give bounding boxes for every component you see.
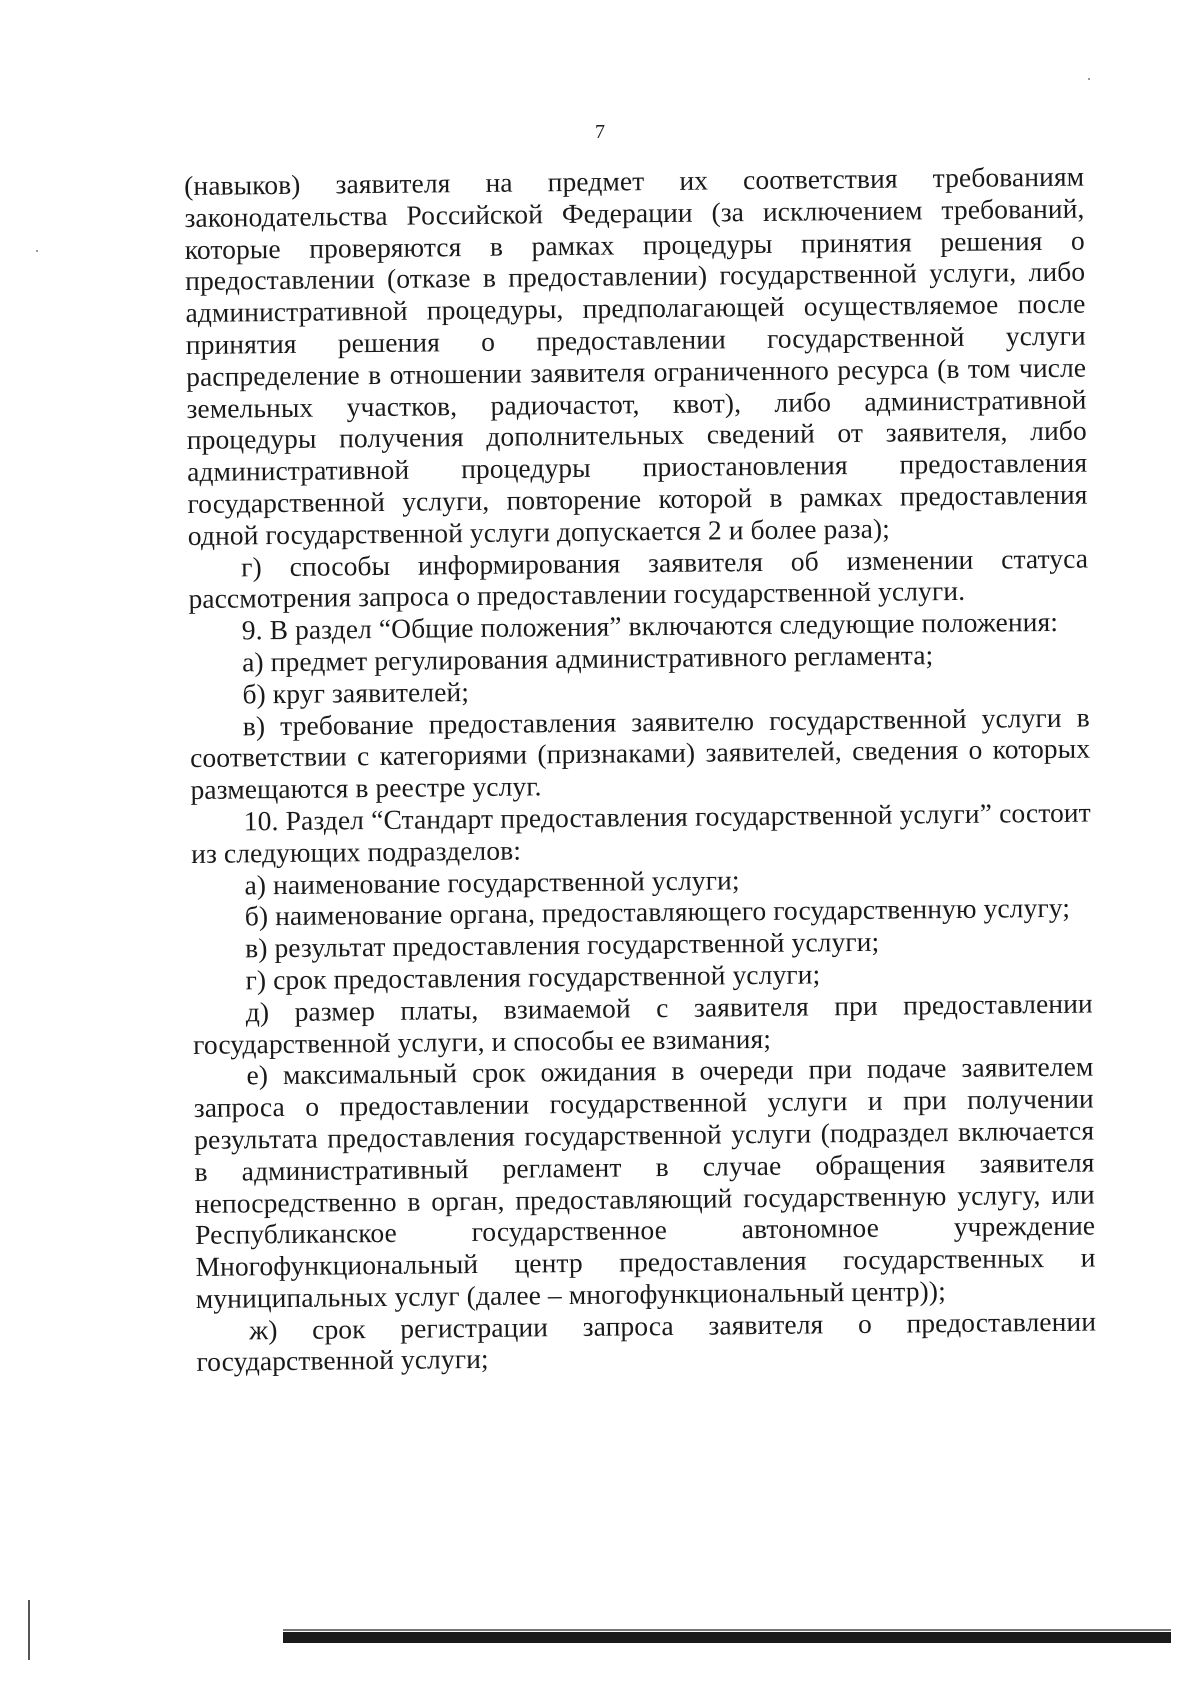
document-body [184,161,1097,1379]
paragraph-item-v: в) требование предоставления заявителю государственной услуги в соответствии с категориями (признаками) заявителей, сведения о которых размещаются в реестре услуг. [189,701,1091,806]
paragraph-item-zh: ж) срок регистрации запроса заявителя о предоставлении государственной услуги; [196,1305,1097,1378]
paragraph-section-9: 9. В раздел “Общие положения” включаются следующие положения: [241,606,1059,646]
paragraph-item-g: г) способы информирования заявителя об изменении статуса рассмотрения запроса о предоставлении государственной услуги. [188,542,1089,615]
scan-artifact-dot [36,250,38,252]
scan-artifact-line [283,1629,1171,1631]
scan-artifact-bar [283,1632,1171,1643]
paragraph-item-d: д) размер платы, взимаемой с заявителя при предоставлении государственной услуги, и способы ее взимания; [192,987,1093,1060]
paragraph-item-a: а) наименование государственной услуги; [244,863,740,900]
scan-artifact-edge [28,1600,30,1660]
paragraph-item-v: в) результат предоставления государственной услуги; [244,925,880,964]
paragraph-section-10: 10. Раздел “Стандарт предоставления государственной услуги” состоит из следующих подразделов: [190,796,1091,869]
paragraph-item-a: а) предмет регулирования административного регламента; [241,639,934,678]
paragraph-continuation: (навыков) заявителя на предмет их соответствия требованиям законодательства Российской Федерации (за исключением требований, которые проверяются в рамках процедуры принятия решения о предоставлении (отказе в предоставлении) государственной услуги, либо административной процедуры, предполагающей осуществляемое после принятия решения о предоставлении государственной услуги распределение в отношении заявителя ограниченного ресурса (в том числе земельных участков, радиочастот, квот), либо административной процедуры получения дополнительных сведений от заявителя, либо административной процедуры приостановления предоставления государственной услуги, повторение которой в рамках предоставления одной государственной услуги допускается 2 и более раза); [184,160,1088,551]
page-number: 7 [595,121,605,143]
paragraph-item-b: б) наименование органа, предоставляющего государственную услугу; [244,892,1071,932]
paragraph-item-b: б) круг заявителей; [242,675,470,710]
paragraph-item-g: г) срок предоставления государственной услуги; [245,958,821,996]
scan-artifact-dot [1088,78,1090,80]
paragraph-item-e: е) максимальный срок ожидания в очереди при подаче заявителем запроса о предоставлении государственной услуги и при получении результата предоставления государственной услуги (подраздел включается в административный регламент в случае обращения заявителя непосредственно в орган, предоставляющий государственную услугу, или Республиканское государственное автономное учреждение Многофункциональный центр предоставления государственных и муниципальных услуг (далее – многофункциональный центр)); [193,1050,1096,1314]
